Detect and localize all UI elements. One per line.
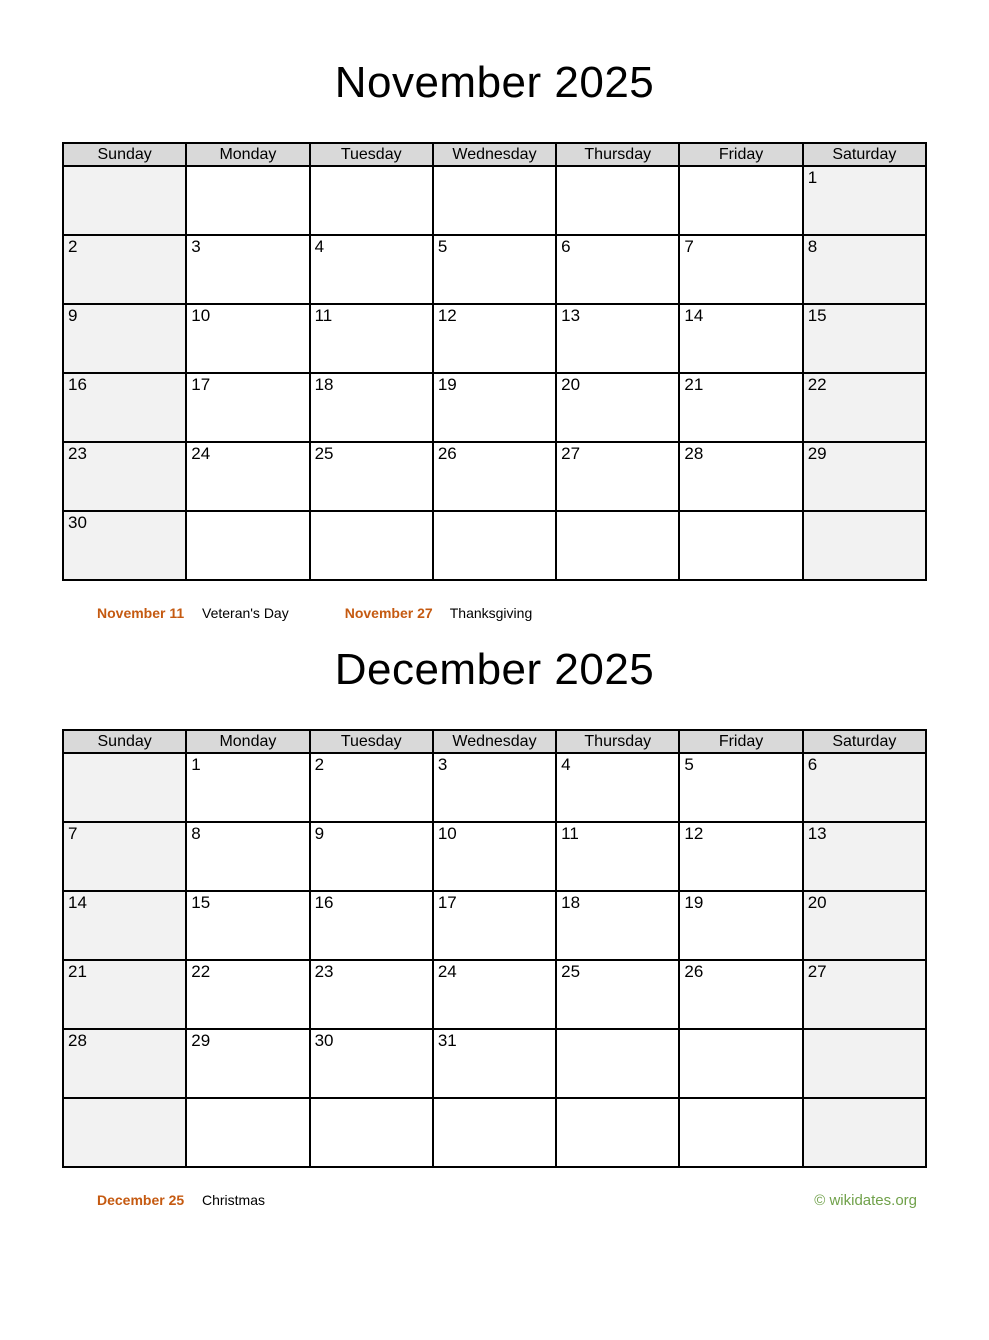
weekday-header: Thursday [556,730,679,753]
day-number: 5 [437,237,448,257]
day-number: 20 [807,893,827,913]
empty-day-cell [433,166,556,235]
day-cell [63,822,186,891]
weekday-header: Wednesday [433,730,556,753]
weekday-header: Monday [186,143,309,166]
day-cell [679,753,802,822]
empty-day-cell [186,511,309,580]
week-row [63,822,926,891]
day-cell [679,373,802,442]
day-cell [556,373,679,442]
day-cell [63,891,186,960]
day-number: 27 [561,444,581,464]
day-number: 4 [314,237,325,257]
day-number: 23 [314,962,334,982]
empty-day-cell [803,1098,926,1167]
day-cell [186,1029,309,1098]
holiday-row [62,605,927,621]
holiday-date: November 11 [97,605,185,622]
day-number: 28 [68,1031,87,1051]
day-cell [186,442,309,511]
day-number: 22 [191,962,211,982]
month-calendar [62,142,927,581]
empty-day-cell [310,1098,433,1167]
day-number: 2 [68,237,78,257]
weekday-header: Saturday [803,730,926,753]
day-number: 17 [437,893,457,913]
day-number: 11 [561,824,579,844]
day-number: 14 [68,893,87,913]
day-cell [556,304,679,373]
day-cell [63,960,186,1029]
day-cell [803,235,926,304]
week-row [63,753,926,822]
empty-day-cell [186,1098,309,1167]
day-number: 8 [807,237,818,257]
empty-day-cell [556,511,679,580]
weekday-header-row [63,143,926,166]
day-number: 20 [561,375,581,395]
weekday-header: Tuesday [310,730,433,753]
day-number: 1 [807,168,818,188]
day-cell [433,822,556,891]
day-cell [433,753,556,822]
day-cell [803,442,926,511]
week-row [63,1029,926,1098]
day-number: 24 [437,962,457,982]
month-calendar [62,729,927,1168]
holiday-item [97,605,289,621]
empty-day-cell [803,511,926,580]
day-number: 30 [314,1031,334,1051]
day-cell [679,235,802,304]
day-number: 9 [314,824,325,844]
holiday-name: Veteran's Day [202,605,289,622]
holiday-list [97,1192,321,1208]
week-row [63,511,926,580]
day-cell [679,960,802,1029]
empty-day-cell [433,511,556,580]
day-number: 17 [191,375,211,395]
day-number: 15 [191,893,211,913]
week-row [63,235,926,304]
calendar-page [0,60,989,1209]
wikidates-credit-link[interactable]: © wikidates.org [814,1192,917,1210]
day-number: 13 [561,306,581,326]
day-cell [433,1029,556,1098]
weekday-header: Thursday [556,143,679,166]
day-cell [679,822,802,891]
week-row [63,891,926,960]
week-row [63,166,926,235]
day-cell [679,442,802,511]
holiday-item [97,1192,265,1208]
day-number: 6 [561,237,571,257]
day-cell [186,304,309,373]
day-number: 10 [437,824,457,844]
empty-day-cell [63,753,186,822]
day-number: 15 [807,306,827,326]
empty-day-cell [186,166,309,235]
day-number: 3 [191,237,201,257]
empty-day-cell [310,511,433,580]
day-cell [310,960,433,1029]
day-number: 10 [191,306,211,326]
empty-day-cell [556,166,679,235]
day-number: 3 [437,755,448,775]
empty-day-cell [679,166,802,235]
holiday-list [97,605,588,621]
day-number: 4 [561,755,571,775]
day-number: 7 [684,237,694,257]
day-number: 21 [684,375,704,395]
day-number: 16 [68,375,87,395]
day-cell [803,166,926,235]
day-cell [679,304,802,373]
month-title: November 2025 [334,58,655,107]
day-number: 12 [437,306,457,326]
weekday-header: Sunday [63,143,186,166]
holiday-item [345,605,533,621]
day-cell [186,373,309,442]
day-cell [310,822,433,891]
day-number: 29 [807,444,827,464]
day-cell [556,891,679,960]
empty-day-cell [556,1029,679,1098]
weekday-header: Friday [679,730,802,753]
day-cell [186,891,309,960]
day-number: 26 [684,962,704,982]
day-number: 7 [68,824,78,844]
day-number: 19 [437,375,457,395]
day-number: 6 [807,755,818,775]
day-number: 9 [68,306,78,326]
day-number: 31 [437,1031,457,1051]
day-number: 24 [191,444,211,464]
day-cell [310,373,433,442]
weekday-header: Tuesday [310,143,433,166]
day-cell [186,822,309,891]
empty-day-cell [679,1098,802,1167]
week-row [63,373,926,442]
day-cell [310,304,433,373]
day-cell [803,753,926,822]
weekday-header-row [63,730,926,753]
day-number: 5 [684,755,694,775]
empty-day-cell [63,1098,186,1167]
day-cell [803,891,926,960]
day-number: 30 [68,513,87,533]
month-section [0,60,989,621]
day-cell [63,235,186,304]
weekday-header: Friday [679,143,802,166]
day-number: 28 [684,444,704,464]
holiday-row [62,1192,927,1209]
empty-day-cell [310,166,433,235]
week-row [63,304,926,373]
day-cell [433,235,556,304]
day-cell [433,960,556,1029]
empty-day-cell [803,1029,926,1098]
day-cell [556,442,679,511]
day-number: 27 [807,962,827,982]
day-cell [803,373,926,442]
day-cell [63,373,186,442]
day-cell [556,960,679,1029]
week-row [63,1098,926,1167]
day-number: 8 [191,824,201,844]
weekday-header: Wednesday [433,143,556,166]
holiday-date: November 27 [344,605,433,622]
day-cell [433,304,556,373]
day-number: 18 [314,375,334,395]
day-number: 2 [314,755,325,775]
day-number: 18 [561,893,581,913]
day-number: 11 [314,306,333,326]
empty-day-cell [433,1098,556,1167]
day-cell [310,891,433,960]
day-cell [803,960,926,1029]
month-title: December 2025 [334,645,655,695]
empty-day-cell [679,1029,802,1098]
day-cell [556,753,679,822]
holiday-date: December 25 [97,1192,185,1209]
day-number: 29 [191,1031,211,1051]
day-number: 21 [68,962,87,982]
weekday-header: Monday [186,730,309,753]
day-cell [186,235,309,304]
day-number: 1 [191,755,201,775]
day-number: 13 [807,824,827,844]
day-cell [433,373,556,442]
holiday-name: Christmas [202,1192,266,1209]
day-cell [433,891,556,960]
day-cell [556,822,679,891]
day-cell [63,511,186,580]
day-number: 25 [561,962,581,982]
day-cell [803,304,926,373]
weekday-header: Sunday [63,730,186,753]
day-number: 23 [68,444,87,464]
day-number: 14 [684,306,704,326]
empty-day-cell [556,1098,679,1167]
empty-day-cell [679,511,802,580]
day-cell [556,235,679,304]
day-number: 22 [807,375,827,395]
empty-day-cell [63,166,186,235]
day-cell [310,235,433,304]
day-number: 26 [437,444,457,464]
day-number: 25 [314,444,334,464]
day-cell [310,1029,433,1098]
day-number: 16 [314,893,334,913]
month-section [0,647,989,1209]
week-row [63,442,926,511]
day-cell [803,822,926,891]
week-row [63,960,926,1029]
day-number: 19 [684,893,704,913]
day-cell [433,442,556,511]
day-cell [63,442,186,511]
day-cell [63,1029,186,1098]
day-cell [310,753,433,822]
weekday-header: Saturday [803,143,926,166]
day-cell [63,304,186,373]
day-cell [679,891,802,960]
holiday-name: Thanksgiving [449,605,533,622]
day-cell [186,753,309,822]
day-cell [186,960,309,1029]
day-number: 12 [684,824,704,844]
day-cell [310,442,433,511]
